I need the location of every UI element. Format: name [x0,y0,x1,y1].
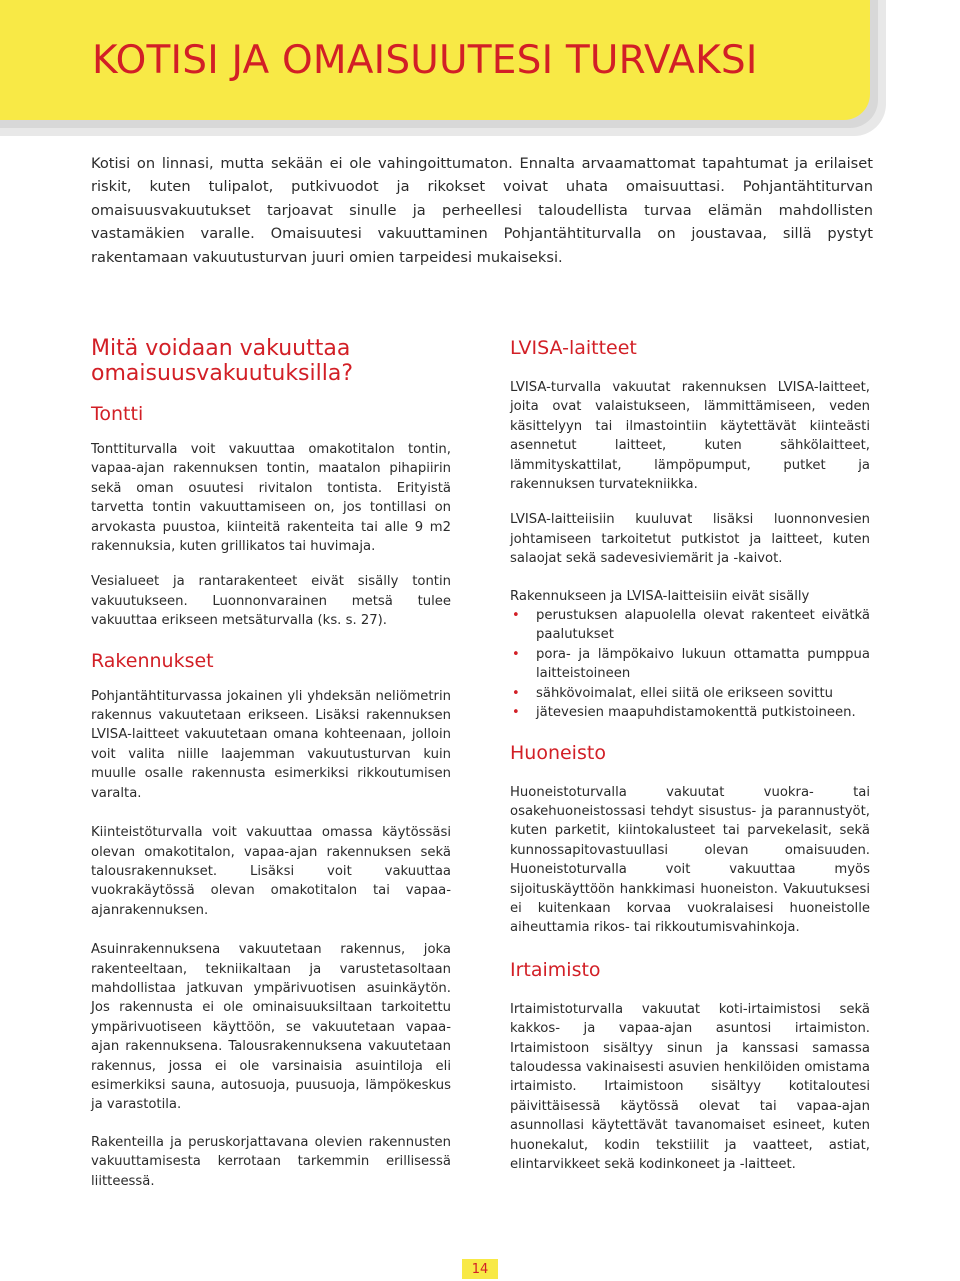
intro-paragraph: Kotisi on linnasi, mutta sekään ei ole vahingoittumaton. Ennalta arvaamattomat tapahtumat ja erilaiset riskit, kuten tulipalot, putkivuodot ja rikokset voivat uhata omaisuuttasi. Pohjantähtiturvan omaisuusvakuutukset tarjoavat sinulle ja perheellesi taloudellista turvaa elämän mahdollisten vastamäkien varalle. Omaisuutesi vakuuttaminen Pohjantähtiturvalla on joustavaa, sillä pystyt rakentamaan vakuutusturvan juuri omien tarpeidesi mukaiseksi. [91,155,873,266]
list-item: • pora- ja lämpökaivo lukuun ottamatta pumppua laitteistoineen [512,646,870,682]
section-heading-tontti: Tontti [91,403,144,425]
list-item: • perustuksen alapuolella olevat rakenteet eivätkä paalutukset [512,608,870,643]
right-column [510,336,870,1174]
tontti-paragraph: Vesialueet ja rantarakenteet eivät sisälly tontin vakuutukseen. Luonnonvarainen metsä tulee vakuuttaa erikseen metsäturvalla (ks. s. 27). [91,574,451,629]
rakennukset-paragraph: Kiinteistöturvalla voit vakuuttaa omassa käytössäsi olevan omakotitalon, vapaa-ajan rakennuksen sekä talousrakennukset. Lisäksi voit vakuuttaa vuokrakäytössä olevan omakotitalon tai vapaa-ajanrakennuksen. [91,825,451,918]
bullet-icon: • [512,608,520,624]
bullet-icon: • [512,685,520,701]
left-column [91,336,451,1191]
rakennukset-paragraph: Pohjantähtiturvassa jokainen yli yhdeksän neliömetrin rakennus vakuutetaan erikseen. Lisäksi rakennuksen LVISA-laitteet vakuutetaan omana kohteenaan, jolloin voit valita niille laajemman vakuutusturvan kuin muulle osalle rakennusta esimerkiksi rikkoutumisen varalta. [91,688,451,801]
rakennukset-paragraph: Rakenteilla ja peruskorjattavana olevien rakennusten vakuuttamisesta kerrotaan tarkemmin erillisessä liitteessä. [91,1134,451,1189]
page-number: 14 [462,1259,498,1279]
section-heading-huoneisto: Huoneisto [510,741,606,764]
lvisa-paragraph: Rakennukseen ja LVISA-laitteisiin eivät sisälly [510,588,810,604]
section-heading-lvisa: LVISA-laitteet [510,337,637,359]
irtaimisto-paragraph: Irtaimistoturvalla vakuutat koti-irtaimistosi sekä kakkos- ja vapaa-ajan asuntosi irtaimiston. Irtaimistoon sisältyy sinun ja kanssasi samassa taloudessa vakinaisesti asuvien henkilöiden omistama irtaimisto. Irtaimistoon sisältyy kotitaloutesi päivittäisessä käytössä olevat tai vapaa-ajan asunnollasi käytettävät tavanomaiset esineet, kuten huonekalut, kodin tekstiilit ja vaatteet, astiat, elintarvikkeet sekä kodinkoneet ja -laitteet. [510,1001,870,1172]
rakennukset-paragraph: Asuinrakennuksena vakuutetaan rakennus, joka rakenteeltaan, tekniikaltaan ja varustetasoltaan mahdollistaa jatkuvan ympärivuotisen asuinkäytön. Jos rakennusta ei ole ominaisuuksiltaan tarkoitettu ympärivuotiseen käyttöön, se vakuutetaan vapaa-ajan rakennuksena. Talousrakennuksena vakuutetaan rakennus, jossa ei ole varsinaisia asuintiloja eli esimerkiksi sauna, autosuoja, puusuoja, lämpökeskus ja varastotila. [91,942,451,1113]
bullet-icon: • [512,646,520,662]
page-title: KOTISI JA OMAISUUTESI TURVAKSI [92,38,758,83]
lvisa-paragraph: LVISA-laitteiisiin kuuluvat lisäksi luonnonvesien johtamiseen tarkoitetut putkistot ja laitteet, kuten salaojat sekä sadevesiviemärit ja -kaivot. [510,512,870,567]
bullet-icon: • [512,705,520,721]
lvisa-exclusion-list [510,606,870,722]
tontti-paragraph: Tonttiturvalla voit vakuuttaa omakotitalon tontin, vapaa-ajan rakennuksen tontin, maatalon pihapiirin sekä oman osuutesi rivitalon tontista. Erityistä tarvetta tontin vakuuttamiseen on, jos tontillasi on arvokasta puustoa, kiinteitä rakenteita tai alle 9 m2 rakennuksia, kuten grillikatos tai huvimaja. [91,442,451,555]
huoneisto-paragraph: Huoneistoturvalla vakuutat vuokra- tai osakehuoneistossasi tehdyt sisustus- ja parannustyöt, kuten parketit, kiintokalusteet tai parvekelasit, sekä kunnossapitovastuullasi olevan omaisuuden. Huoneistoturvalla voit vakuuttaa myös sijoituskäyttöön hankkimasi huoneiston. Vakuutuksesi ei kuitenkaan korvaa vuokralaisesi huoneistolle aiheuttamia rikos- tai rikkoutumisvahinkoja. [510,784,870,936]
lvisa-paragraph: LVISA-turvalla vakuutat rakennuksen LVISA-laitteet, joita ovat valaistukseen, lämmittämiseen, veden käsittelyyn tai ilmastointiin käytettävät kiinteästi asennetut laitteet, kuten sähkölaitteet, lämmityskattilat, lämpöpumput, putket ja rakennuksen turvatekniikka. [510,380,870,493]
list-item: • jätevesien maapuhdistamokenttä putkistoineen. [510,703,870,722]
section-heading-irtaimisto: Irtaimisto [510,958,601,981]
section-heading-rakennukset: Rakennukset [91,649,214,672]
list-item: • sähkövoimalat, ellei siitä ole erikseen sovittu [510,684,870,703]
question-heading: Mitä voidaan vakuuttaa omaisuusvakuutuksilla? [91,336,354,386]
